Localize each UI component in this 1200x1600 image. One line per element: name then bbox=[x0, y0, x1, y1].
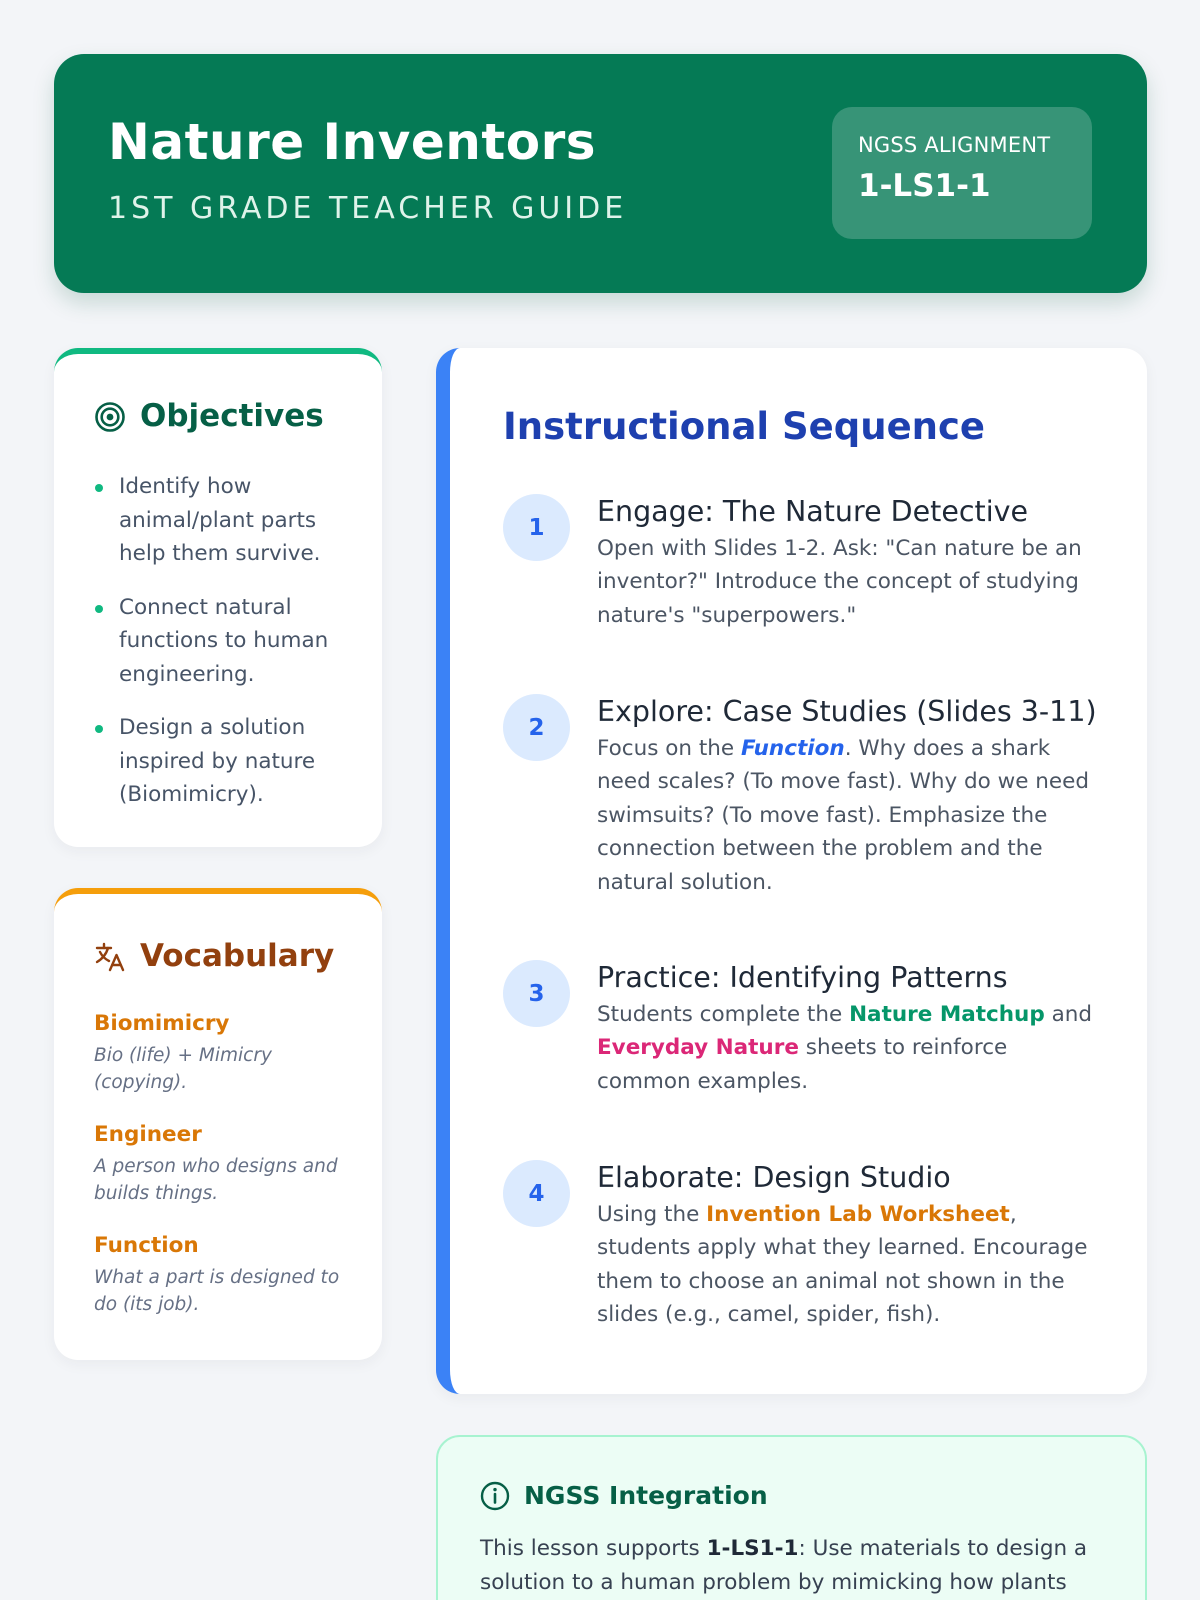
vocabulary-card bbox=[54, 888, 382, 1360]
vocab-term: Biomimicry bbox=[94, 1011, 230, 1036]
vocab-term: Function bbox=[94, 1232, 199, 1258]
objectives-list bbox=[94, 470, 344, 832]
step-content bbox=[597, 694, 1103, 899]
step-title: Engage: The Nature Detective bbox=[597, 495, 1029, 528]
page-title: Nature Inventors bbox=[108, 113, 597, 171]
vocabulary-heading bbox=[94, 938, 334, 975]
objective-text: Design a solution inspired by nature (Biomimicry). bbox=[119, 715, 316, 807]
step-description bbox=[597, 732, 1103, 900]
ngss-integration-card bbox=[436, 1435, 1147, 1600]
vocab-definition: Bio (life) + Mimicry (copying). bbox=[94, 1044, 272, 1093]
step-number-badge: 3 bbox=[503, 960, 570, 1027]
text-segment: and bbox=[1044, 1001, 1093, 1027]
highlight-function: Function bbox=[740, 735, 845, 761]
objectives-card bbox=[54, 348, 382, 847]
step-content bbox=[597, 960, 1103, 1098]
ngss-alignment-badge bbox=[832, 107, 1092, 239]
text-segment: Students complete the bbox=[597, 1001, 850, 1027]
objective-text: Connect natural functions to human engineering. bbox=[119, 594, 329, 687]
vocab-definition: What a part is designed to do (its job). bbox=[94, 1266, 340, 1315]
step-title: Explore: Case Studies (Slides 3-11) bbox=[597, 695, 1097, 728]
objectives-heading bbox=[94, 398, 324, 435]
step-description bbox=[597, 998, 1103, 1099]
instructional-sequence-card bbox=[436, 348, 1147, 1394]
step-content bbox=[597, 494, 1103, 632]
step-number-badge: 1 bbox=[503, 494, 570, 561]
step-content bbox=[597, 1160, 1103, 1332]
step-number-badge: 4 bbox=[503, 1160, 570, 1227]
list-item bbox=[94, 711, 344, 812]
text-segment: : Use materials to design a solution to a human problem by mimicking how plants bbox=[480, 1536, 1088, 1595]
objectives-title: Objectives bbox=[140, 398, 324, 434]
ngss-badge-code: 1-LS1-1 bbox=[858, 168, 991, 205]
integration-title: NGSS Integration bbox=[524, 1481, 768, 1510]
step-title: Practice: Identifying Patterns bbox=[597, 961, 1008, 994]
vocab-entry bbox=[94, 1121, 354, 1207]
step-number-badge: 2 bbox=[503, 694, 570, 761]
step-description: Open with Slides 1-2. Ask: "Can nature be an inventor?" Introduce the concept of studying nature's "superpowers." bbox=[597, 535, 1082, 628]
vocab-entry bbox=[94, 1010, 354, 1096]
highlight-nature-matchup: Nature Matchup bbox=[849, 1001, 1045, 1027]
bullet-dot bbox=[95, 725, 103, 733]
step-description bbox=[597, 1198, 1103, 1332]
vocab-definition: A person who designs and builds things. bbox=[94, 1155, 338, 1204]
translate-icon bbox=[94, 941, 126, 973]
page-subtitle: 1ST GRADE TEACHER GUIDE bbox=[108, 191, 628, 226]
list-item bbox=[94, 591, 344, 692]
vocabulary-list bbox=[94, 1010, 354, 1343]
ngss-badge-label: NGSS ALIGNMENT bbox=[858, 133, 1051, 157]
text-segment: sheets to reinforce common examples. bbox=[597, 1035, 1008, 1094]
text-segment: This lesson supports bbox=[480, 1536, 707, 1561]
highlight-everyday-nature: Everyday Nature bbox=[597, 1035, 799, 1061]
list-item bbox=[94, 470, 344, 571]
objective-text: Identify how animal/plant parts help them survive. bbox=[119, 474, 321, 566]
target-icon bbox=[94, 401, 126, 433]
text-segment: Using the bbox=[597, 1201, 707, 1227]
text-segment: Focus on the bbox=[597, 735, 741, 761]
vocabulary-title: Vocabulary bbox=[140, 938, 335, 974]
text-segment: , students apply what they learned. Encourage them to choose an animal not shown in the slides (e.g., camel, spider, fish). bbox=[597, 1201, 1088, 1328]
vocab-entry bbox=[94, 1232, 354, 1318]
integration-description bbox=[480, 1532, 1100, 1599]
standard-code: 1-LS1-1 bbox=[706, 1536, 799, 1561]
integration-heading bbox=[480, 1481, 768, 1511]
bullet-dot bbox=[95, 484, 103, 492]
vocab-term: Engineer bbox=[94, 1121, 202, 1147]
info-icon bbox=[480, 1481, 510, 1511]
highlight-invention-lab: Invention Lab Worksheet bbox=[706, 1201, 1010, 1227]
text-segment: . Why does a shark need scales? (To move fast). Why do we need swimsuits? (To move fast). Emphasize the connection between the problem and the natural solution. bbox=[597, 735, 1090, 895]
sequence-title: Instructional Sequence bbox=[503, 405, 986, 448]
step-title: Elaborate: Design Studio bbox=[597, 1161, 951, 1194]
header-banner bbox=[54, 54, 1147, 293]
bullet-dot bbox=[95, 605, 103, 613]
